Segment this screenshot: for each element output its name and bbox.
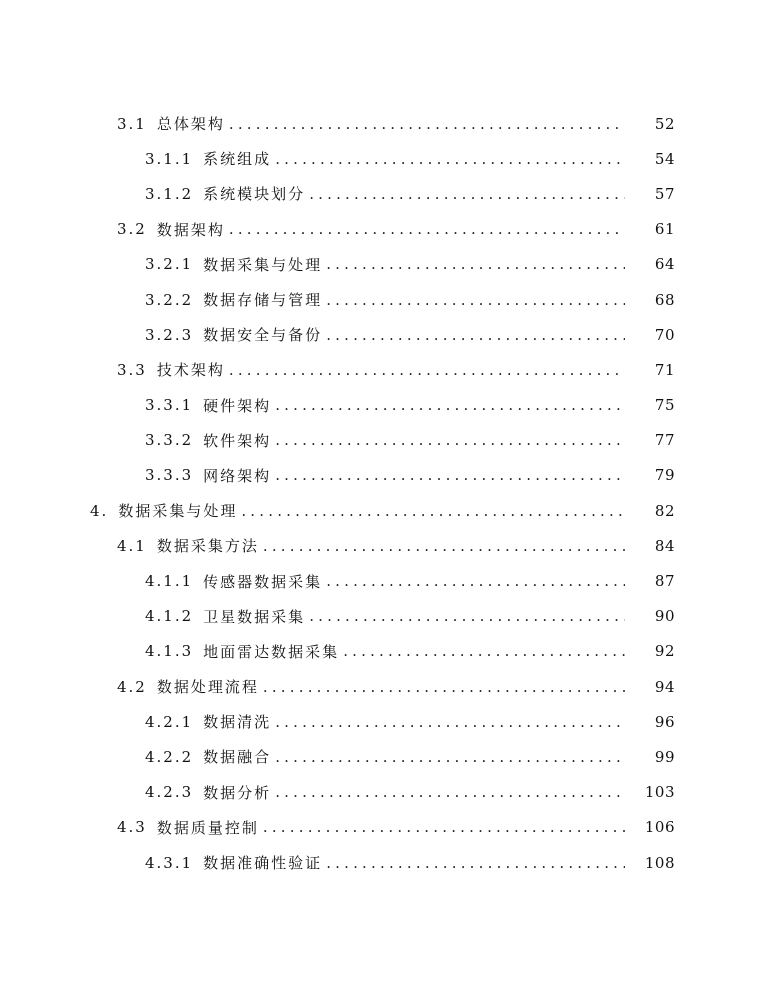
toc-entry-page: 106	[644, 818, 675, 837]
toc-entry[interactable]	[0, 106, 765, 141]
toc-entry-number: 3.1.1	[145, 149, 194, 168]
toc-entry[interactable]	[0, 563, 765, 598]
toc-entry-page: 108	[644, 853, 675, 872]
toc-entry-title: 系统模块划分	[203, 185, 306, 204]
toc-entry[interactable]	[0, 634, 765, 669]
toc-dot-leader	[326, 854, 625, 872]
toc-dot-leader	[275, 783, 625, 801]
toc-entry-number: 4.1.1	[145, 572, 194, 591]
toc-entry-title: 数据分析	[203, 783, 272, 802]
toc-dot-leader	[275, 431, 625, 449]
toc-entry-page: 77	[654, 431, 675, 450]
toc-entry-number: 4.	[90, 501, 109, 520]
toc-entry[interactable]	[0, 739, 765, 774]
toc-entry[interactable]	[0, 599, 765, 634]
toc-entry-number: 3.3.3	[145, 466, 194, 485]
toc-entry[interactable]	[0, 388, 765, 423]
toc-dot-leader	[326, 572, 625, 590]
toc-dot-leader	[275, 150, 625, 168]
toc-entry-title: 软件架构	[203, 431, 272, 450]
table-of-contents	[0, 106, 765, 880]
toc-dot-leader	[326, 255, 625, 273]
toc-entry-number: 3.3	[117, 360, 147, 379]
toc-entry[interactable]	[0, 845, 765, 880]
toc-entry[interactable]	[0, 317, 765, 352]
toc-entry-page: 84	[654, 536, 675, 555]
toc-entry-number: 3.3.1	[145, 396, 194, 415]
toc-dot-leader	[229, 220, 625, 238]
toc-entry-title: 卫星数据采集	[203, 607, 306, 626]
toc-entry-title: 技术架构	[156, 361, 225, 380]
toc-entry[interactable]	[0, 810, 765, 845]
toc-entry-page: 99	[654, 747, 675, 766]
toc-dot-leader	[309, 607, 625, 625]
toc-entry-page: 64	[654, 255, 675, 274]
toc-entry-page: 82	[654, 501, 675, 520]
toc-entry-number: 3.2.3	[145, 325, 194, 344]
toc-entry-number: 3.2.1	[145, 255, 194, 274]
toc-dot-leader	[229, 361, 625, 379]
toc-dot-leader	[326, 291, 625, 309]
toc-entry-page: 57	[654, 184, 675, 203]
toc-entry-title: 网络架构	[203, 466, 272, 485]
toc-entry-number: 3.2.2	[145, 290, 194, 309]
toc-entry-title: 数据融合	[203, 748, 272, 767]
toc-entry-title: 系统组成	[203, 150, 272, 169]
toc-dot-leader	[263, 537, 625, 555]
toc-entry-page: 94	[654, 677, 675, 696]
toc-entry-page: 61	[654, 220, 675, 239]
toc-entry-title: 数据质量控制	[156, 818, 259, 837]
toc-dot-leader	[241, 502, 625, 520]
toc-dot-leader	[229, 115, 625, 133]
toc-entry-number: 3.1.2	[145, 184, 194, 203]
toc-entry[interactable]	[0, 669, 765, 704]
toc-entry[interactable]	[0, 423, 765, 458]
toc-entry[interactable]	[0, 352, 765, 387]
toc-dot-leader	[275, 396, 625, 414]
toc-entry-number: 4.3	[117, 818, 147, 837]
toc-entry-title: 地面雷达数据采集	[203, 642, 340, 661]
toc-entry-title: 数据采集与处理	[118, 502, 238, 521]
toc-entry-page: 54	[654, 149, 675, 168]
toc-entry-title: 数据架构	[156, 220, 225, 239]
toc-entry-page: 90	[654, 607, 675, 626]
toc-entry[interactable]	[0, 493, 765, 528]
toc-entry[interactable]	[0, 704, 765, 739]
toc-entry-page: 79	[654, 466, 675, 485]
toc-entry-title: 总体架构	[156, 115, 225, 134]
toc-entry-title: 数据准确性验证	[203, 854, 323, 873]
toc-entry-number: 4.1.2	[145, 607, 194, 626]
toc-dot-leader	[343, 642, 625, 660]
toc-entry-page: 87	[654, 572, 675, 591]
toc-entry[interactable]	[0, 247, 765, 282]
toc-entry-number: 4.2.1	[145, 712, 194, 731]
toc-entry-number: 3.3.2	[145, 431, 194, 450]
toc-dot-leader	[326, 326, 625, 344]
toc-entry-title: 数据存储与管理	[203, 291, 323, 310]
toc-dot-leader	[309, 185, 625, 203]
toc-entry-page: 71	[654, 360, 675, 379]
toc-entry-page: 103	[644, 783, 675, 802]
toc-dot-leader	[275, 748, 625, 766]
toc-entry-number: 4.2.3	[145, 783, 194, 802]
toc-entry-page: 52	[654, 114, 675, 133]
toc-entry-title: 数据清洗	[203, 713, 272, 732]
toc-entry-number: 3.1	[117, 114, 147, 133]
toc-entry[interactable]	[0, 528, 765, 563]
toc-entry[interactable]	[0, 141, 765, 176]
toc-dot-leader	[275, 713, 625, 731]
toc-entry-number: 4.2.2	[145, 747, 194, 766]
toc-entry-page: 96	[654, 712, 675, 731]
toc-entry-title: 硬件架构	[203, 396, 272, 415]
toc-entry-page: 92	[654, 642, 675, 661]
toc-entry-number: 4.2	[117, 677, 147, 696]
toc-entry-title: 数据采集与处理	[203, 255, 323, 274]
toc-entry-page: 68	[654, 290, 675, 309]
toc-entry-title: 数据处理流程	[156, 678, 259, 697]
toc-entry-title: 传感器数据采集	[203, 572, 323, 591]
toc-entry-number: 3.2	[117, 220, 147, 239]
toc-entry[interactable]	[0, 212, 765, 247]
toc-entry-page: 70	[654, 325, 675, 344]
toc-entry[interactable]	[0, 282, 765, 317]
toc-entry-title: 数据采集方法	[156, 537, 259, 556]
toc-entry-page: 75	[654, 396, 675, 415]
toc-dot-leader	[263, 678, 625, 696]
toc-entry[interactable]	[0, 176, 765, 211]
toc-entry-number: 4.3.1	[145, 853, 194, 872]
toc-entry-number: 4.1	[117, 536, 147, 555]
toc-entry[interactable]	[0, 458, 765, 493]
toc-entry[interactable]	[0, 775, 765, 810]
toc-entry-title: 数据安全与备份	[203, 326, 323, 345]
toc-entry-number: 4.1.3	[145, 642, 194, 661]
toc-dot-leader	[263, 818, 625, 836]
toc-dot-leader	[275, 466, 625, 484]
